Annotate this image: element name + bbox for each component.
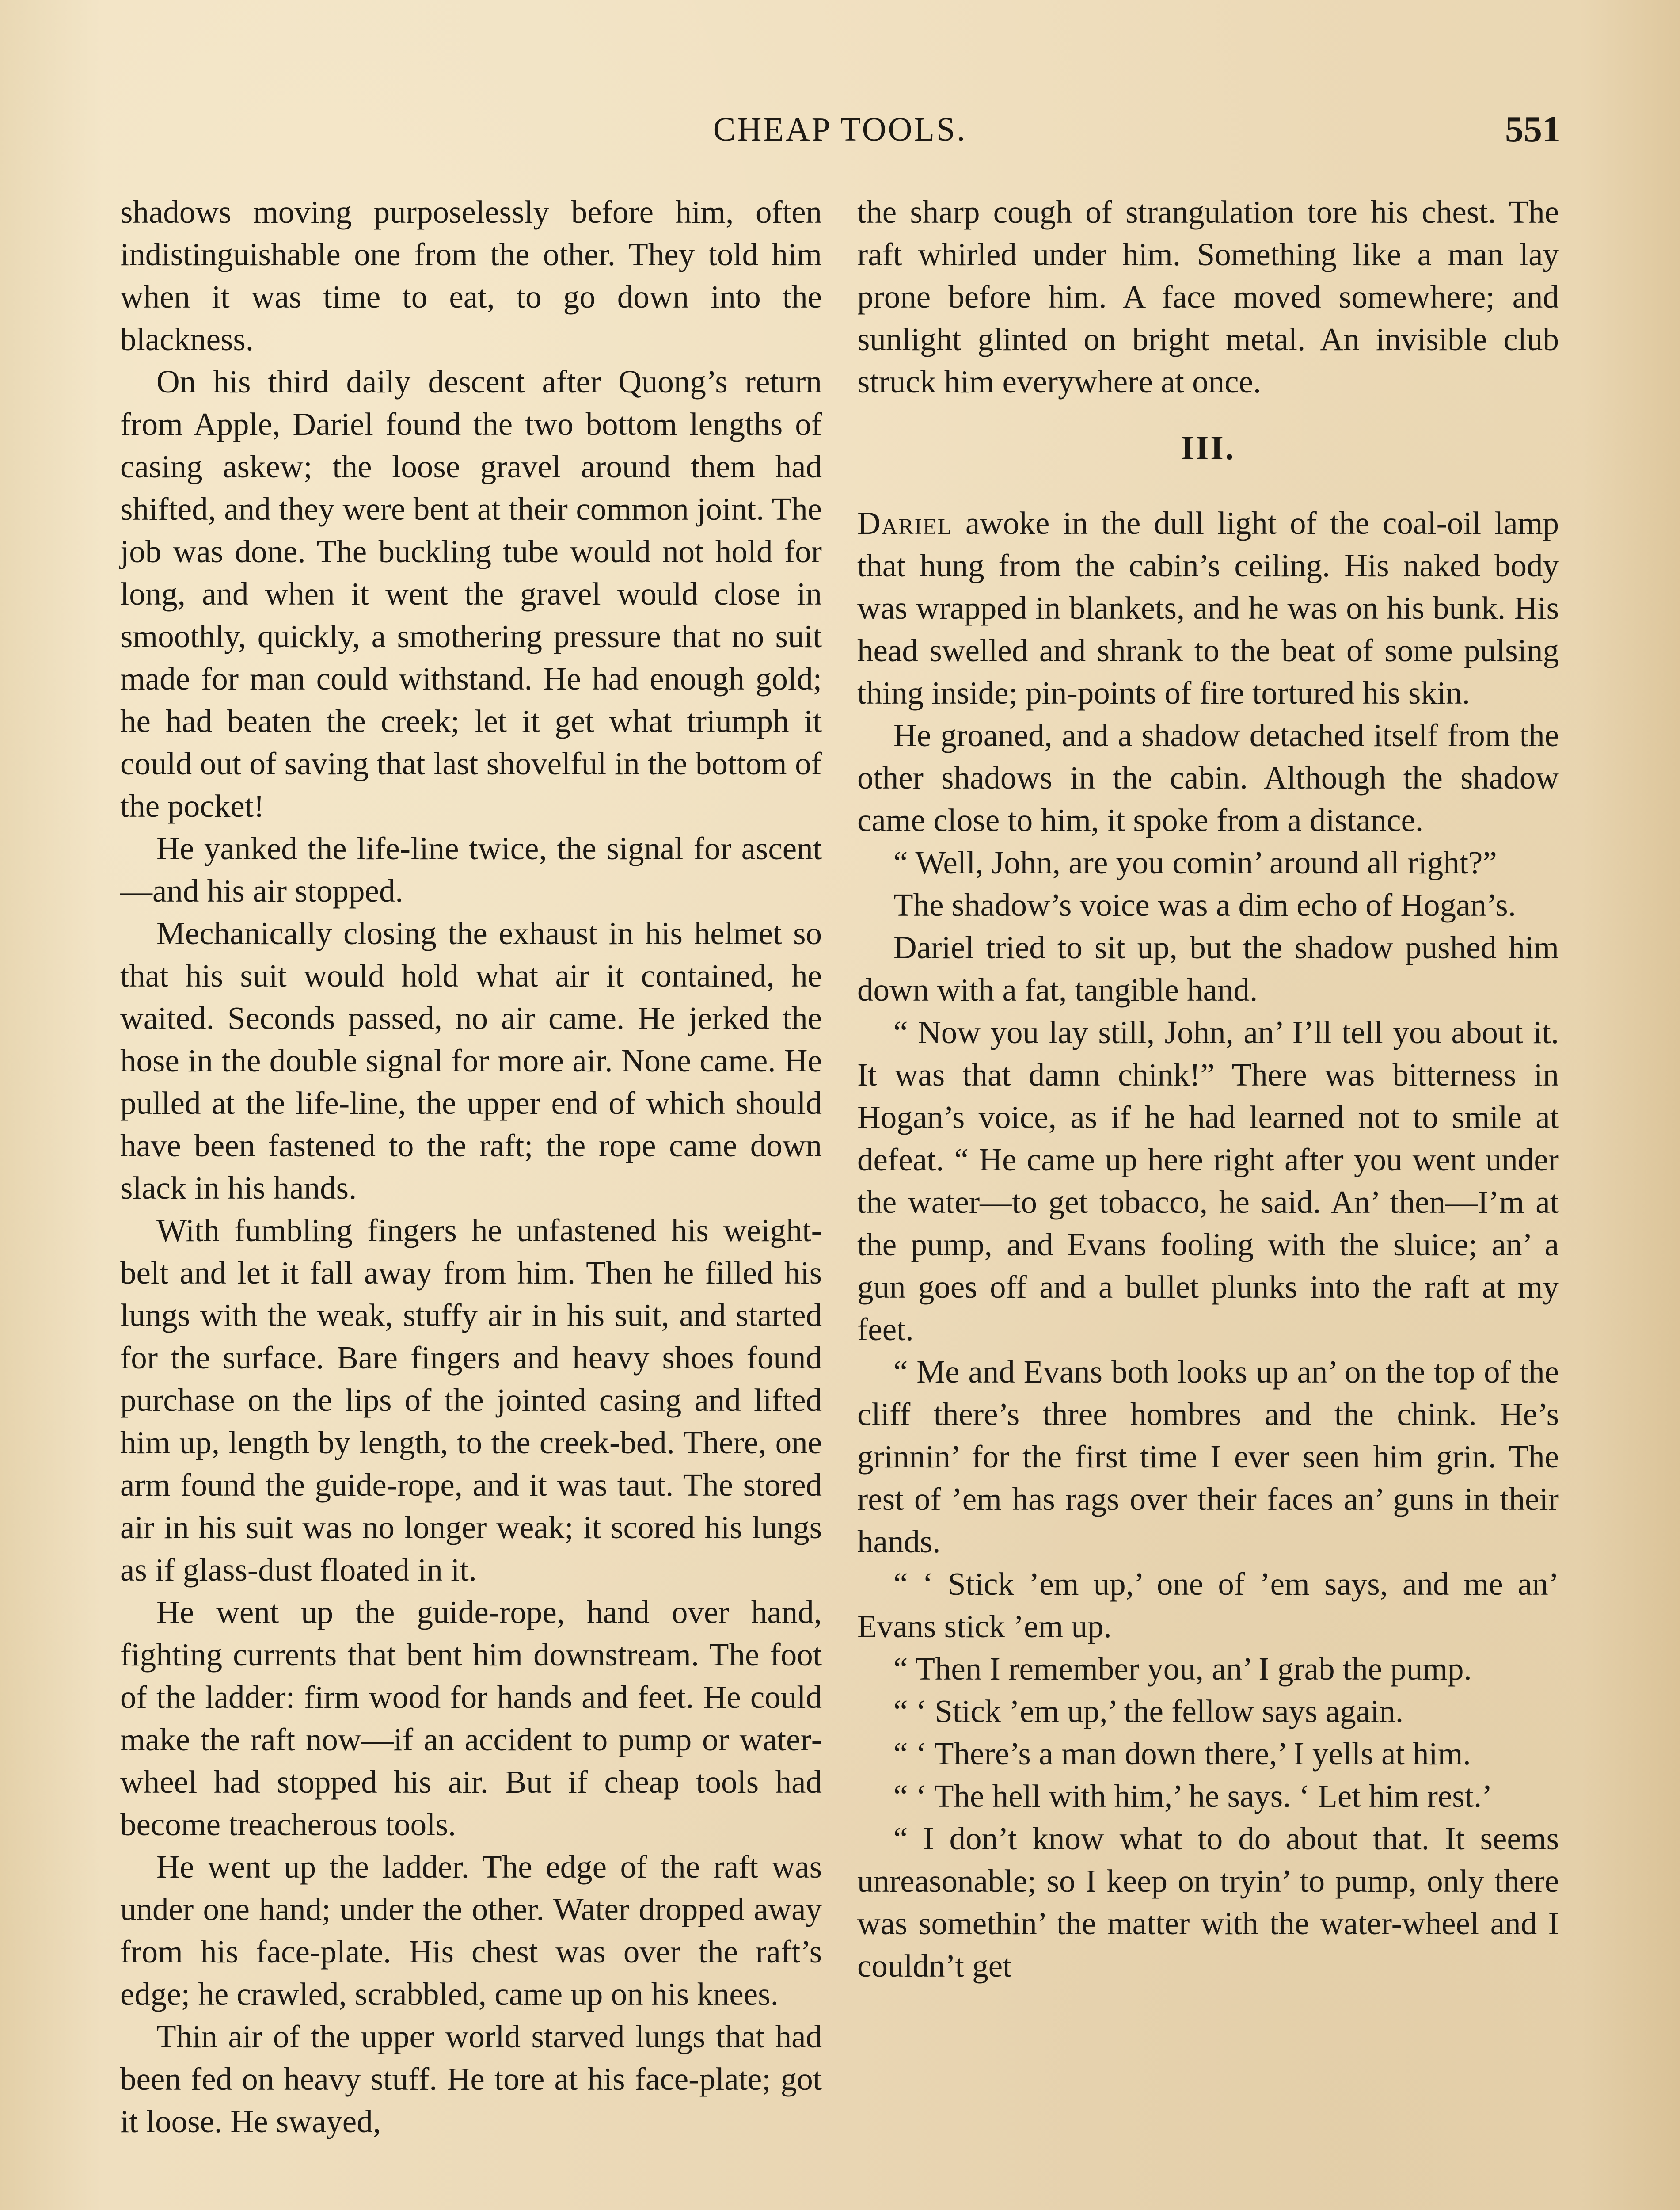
paragraph: With fumbling fingers he unfastened his weight-belt and let it fall away from him. Then he filled his lungs with the weak, stuffy air in his suit, and started for the surface. Bare fingers and heavy shoes found purchase on the lips of the jointed casing and lifted him up, length by length, to the creek-bed. There, one arm found the guide-rope, and it was taut. The stored air in his suit was no longer weak; it scored his lungs as if glass-dust floated in it. — [120, 1212, 822, 1588]
paragraph: Dariel tried to sit up, but the shadow pushed him down with a fat, tangible hand. — [857, 930, 1559, 1008]
paragraph: He groaned, and a shadow detached itself from the other shadows in the cabin. Although the shadow came close to him, it spoke from a distance. — [857, 717, 1559, 838]
paragraph: Mechanically closing the exhaust in his helmet so that his suit would hold what air it contained, he waited. Seconds passed, no air came. He jerked the hose in the double signal for more air. None came. He pulled at the life-line, the upper end of which should have been fastened to the raft; the rope came down slack in his hands. — [120, 915, 822, 1206]
paragraph: Thin air of the upper world starved lungs that had been fed on heavy stuff. He tore at his face-plate; got it loose. He swayed, — [120, 2019, 822, 2139]
paragraph: The shadow’s voice was a dim echo of Hogan’s. — [893, 887, 1516, 923]
paragraph: “ Then I remember you, an’ I grab the pump. — [893, 1651, 1472, 1687]
paragraph: “ ‘ The hell with him,’ he says. ‘ Let him rest.’ — [893, 1778, 1493, 1814]
paragraph: On his third daily descent after Quong’s return from Apple, Dariel found the two bottom lengths of casing askew; the loose gravel around them had shifted, and they were bent at their common joint. The job was done. The buckling tube would not hold for long, and when it went the gravel would close in smoothly, quickly, a smothering pressure that no suit made for man could withstand. He had enough gold; he had beaten the creek; let it get what triumph it could out of saving that last shovelful in the bottom of the pocket! — [120, 364, 822, 824]
paragraph: “ Now you lay still, John, an’ I’ll tell you about it. It was that damn chink!” There was bitterness in Hogan’s voice, as if he had learned not to smile at defeat. “ He came up here right after you went under the water—to get tobacco, he said. An’ then—I’m at the pump, and Evans fooling with the sluice; an’ a gun goes off and a bullet plunks into the raft at my feet. — [857, 1014, 1559, 1347]
paragraph: He went up the ladder. The edge of the raft was under one hand; under the other. Water dropped away from his face-plate. His chest was over the raft’s edge; he crawled, scrabbled, came up on his knees. — [120, 1849, 822, 2012]
paragraph: He went up the guide-rope, hand over hand, fighting currents that bent him downstream. The foot of the ladder: firm wood for hands and feet. He could make the raft now—if an accident to pump or waterwheel had stopped his air. But if cheap tools had become treacherous tools. — [120, 1594, 822, 1842]
right-column — [857, 191, 1559, 1987]
section-first-text: awoke in the dull light of the coal-oil lamp that hung from the cabin’s ceiling. His naked body was wrapped in blankets, and he was on his bunk. His head swelled and shrank to the beat of some pulsing thing inside; pin-points of fire tortured his skin. — [857, 505, 1559, 711]
page-number: 551 — [1505, 109, 1561, 150]
running-title: CHEAP TOOLS. — [713, 111, 967, 148]
paragraph: “ ‘ Stick ’em up,’ one of ’em says, and me an’ Evans stick ’em up. — [857, 1566, 1559, 1644]
section-first-paragraph — [857, 502, 1559, 714]
paragraph: “ Well, John, are you comin’ around all right?” — [893, 845, 1497, 880]
section-heading: III. — [1181, 430, 1235, 467]
paragraph: “ ‘ Stick ’em up,’ the fellow says again. — [893, 1693, 1404, 1729]
section-first-word: Dariel — [857, 505, 952, 541]
paragraph: “ Me and Evans both looks up an’ on the top of the cliff there’s three hombres and the chink. He’s grinnin’ for the first time I ever seen him grin. The rest of ’em has rags over their faces an’ guns in their hands. — [857, 1354, 1559, 1559]
page-header — [119, 105, 1561, 154]
paragraph: shadows moving purposelessly before him, often indistinguishable one from the other. They told him when it was time to eat, to go down into the blackness. — [120, 194, 822, 357]
paragraph: “ I don’t know what to do about that. It seems unreasonable; so I keep on tryin’ to pump, only there was somethin’ the matter with the water-wheel and I couldn’t get — [857, 1821, 1559, 1984]
left-column — [120, 191, 822, 2143]
paragraph: He yanked the life-line twice, the signal for ascent—and his air stopped. — [120, 831, 822, 909]
paragraph: the sharp cough of strangulation tore his chest. The raft whirled under him. Something like a man lay prone before him. A face moved somewhere; and sunlight glinted on bright metal. An invisible club struck him everywhere at once. — [857, 194, 1559, 400]
paragraph: “ ‘ There’s a man down there,’ I yells at him. — [893, 1736, 1471, 1772]
